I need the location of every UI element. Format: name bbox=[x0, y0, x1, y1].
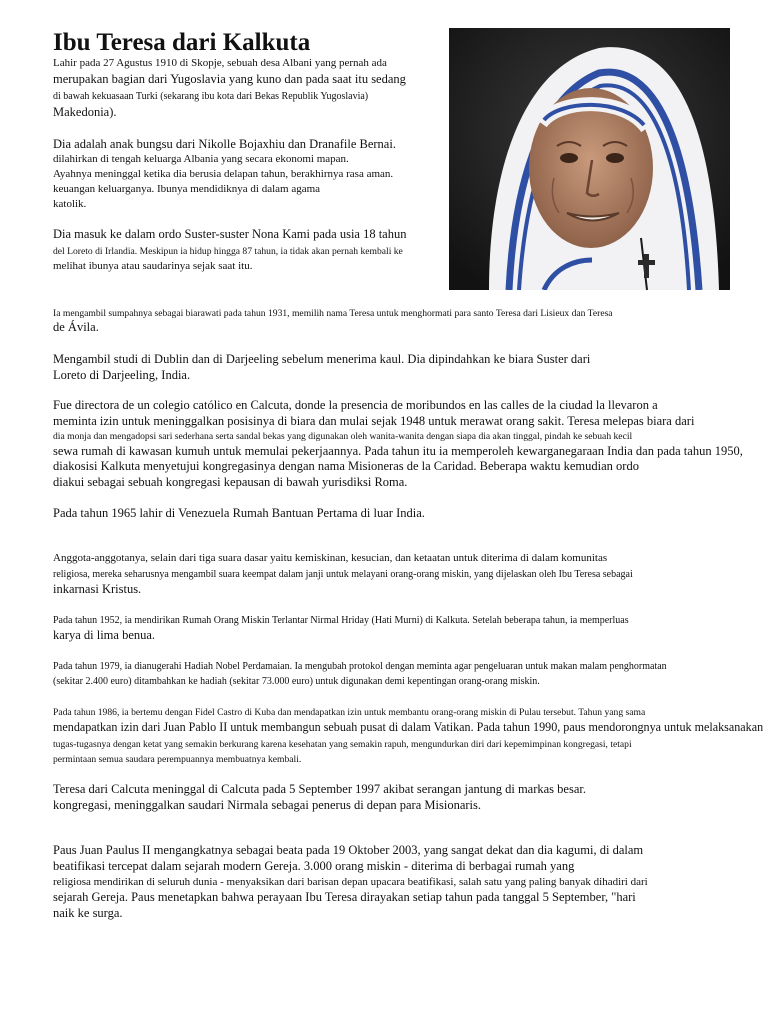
text-line: di bawah kekuasaan Turki (sekarang ibu kota dari Bekas Republik Yugoslavia) bbox=[53, 91, 369, 102]
text-line: sejarah Gereja. Paus menetapkan bahwa perayaan Ibu Teresa dirayakan setiap tahun pada tanggal 5 September, "hari bbox=[53, 890, 636, 904]
text-line: sewa rumah di kawasan kumuh untuk memulai pekerjaannya. Pada tahun itu ia memperoleh kewarganegaraan India dan pada tahun 1950, bbox=[53, 444, 743, 458]
text-line: beatifikasi tercepat dalam sejarah modern Gereja. 3.000 orang miskin - diterima di berbagai rumah yang bbox=[53, 859, 575, 873]
text-line: Fue directora de un colegio católico en Calcuta, donde la presencia de moribundos en las calles de la ciudad la llevaron a bbox=[53, 398, 658, 412]
text-line: naik ke surga. bbox=[53, 906, 123, 920]
text-line: Pada tahun 1986, ia bertemu dengan Fidel Castro di Kuba dan mendapatkan izin untuk membantu orang-orang miskin di Pulau tersebut. Tahun yang sama bbox=[53, 707, 646, 718]
portrait-photo bbox=[449, 28, 730, 290]
text-line: katolik. bbox=[53, 198, 87, 210]
text-line: Pada tahun 1965 lahir di Venezuela Rumah Bantuan Pertama di luar India. bbox=[53, 506, 425, 520]
text-line: permintaan semua saudara perempuannya membuatnya kembali. bbox=[53, 754, 302, 765]
text-line: Teresa dari Calcuta meninggal di Calcuta pada 5 September 1997 akibat serangan jantung di markas besar. bbox=[53, 782, 586, 796]
text-line: Paus Juan Paulus II mengangkatnya sebagai beata pada 19 Oktober 2003, yang sangat dekat dan dia kagumi, di dalam bbox=[53, 843, 644, 857]
text-line: religiosa mendirikan di seluruh dunia - menyaksikan dari barisan depan upacara beatifikasi, salah satu yang paling banyak dihadiri dari bbox=[53, 876, 648, 888]
text-line: Anggota-anggotanya, selain dari tiga suara dasar yaitu kemiskinan, kesucian, dan ketaatan untuk diterima di dalam komunitas bbox=[53, 552, 608, 564]
text-line: dia monja dan mengadopsi sari sederhana serta sandal bekas yang digunakan oleh wanita-wanita dengan siapa dia akan tinggal, pindah ke sebuah kecil bbox=[53, 431, 633, 442]
text-line: merupakan bagian dari Yugoslavia yang kuno dan pada saat itu sedang bbox=[53, 72, 406, 86]
text-line: Dia masuk ke dalam ordo Suster-suster Nona Kami pada usia 18 tahun bbox=[53, 227, 407, 241]
text-line: Dia adalah anak bungsu dari Nikolle Bojaxhiu dan Dranafile Bernai. bbox=[53, 137, 396, 151]
text-line: inkarnasi Kristus. bbox=[53, 582, 142, 596]
text-line: religiosa, mereka seharusnya mengambil suara keempat dalam janji untuk melayani orang-orang miskin, yang dijelaskan oleh Ibu Teresa sebagai bbox=[53, 569, 633, 580]
text-line: diakosisi Kalkuta menyetujui kongregasinya dengan nama Misioneras de la Caridad. Beberapa waktu kemudian ordo bbox=[53, 459, 639, 473]
text-line: (sekitar 2.400 euro) ditambahkan ke hadiah (sekitar 73.000 euro) untuk digunakan demi kepentingan orang-orang miskin. bbox=[53, 676, 540, 687]
text-line: Makedonia). bbox=[53, 105, 117, 119]
text-line: keuangan keluarganya. Ibunya mendidiknya di dalam agama bbox=[53, 183, 321, 195]
text-line: dilahirkan di tengah keluarga Albania yang secara ekonomi mapan. bbox=[53, 153, 349, 165]
text-line: diakui sebagai sebuah kongregasi kepausan di bawah yurisdiksi Roma. bbox=[53, 475, 408, 489]
portrait-illustration bbox=[449, 28, 730, 290]
text-line: Loreto di Darjeeling, India. bbox=[53, 368, 191, 382]
text-line: de Ávila. bbox=[53, 320, 99, 334]
text-line: karya di lima benua. bbox=[53, 628, 156, 642]
text-line: mendapatkan izin dari Juan Pablo II untuk membangun sebuah pusat di dalam Vatikan. Pada tahun 1990, paus mendorongnya untuk melaksanakan bbox=[53, 720, 764, 734]
text-line: Lahir pada 27 Agustus 1910 di Skopje, sebuah desa Albani yang pernah ada bbox=[53, 57, 387, 69]
text-line: Ia mengambil sumpahnya sebagai biarawati pada tahun 1931, memilih nama Teresa untuk menghormati para santo Teresa dari Lisieux dan Teresa bbox=[53, 308, 613, 319]
text-line: melihat ibunya atau saudarinya sejak saat itu. bbox=[53, 260, 253, 272]
text-line: Pada tahun 1952, ia mendirikan Rumah Orang Miskin Terlantar Nirmal Hriday (Hati Murni) di Kalkuta. Setelah beberapa tahun, ia memperluas bbox=[53, 615, 629, 626]
text-line: tugas-tugasnya dengan ketat yang semakin berkurang karena kesehatan yang semakin rapuh, mengundurkan diri dari kepemimpinan kongregasi, tetapi bbox=[53, 739, 632, 750]
text-line: kongregasi, meninggalkan saudari Nirmala sebagai penerus di depan para Misionaris. bbox=[53, 798, 481, 812]
text-line: Ayahnya meninggal ketika dia berusia delapan tahun, berakhirnya rasa aman. bbox=[53, 168, 394, 180]
text-line: del Loreto di Irlandia. Meskipun ia hidup hingga 87 tahun, ia tidak akan pernah kembali ke bbox=[53, 246, 403, 257]
text-line: Pada tahun 1979, ia dianugerahi Hadiah Nobel Perdamaian. Ia mengubah protokol dengan meminta agar pengeluaran untuk makan malam penghormatan bbox=[53, 661, 667, 672]
text-line: meminta izin untuk meninggalkan posisinya di biara dan mulai sejak 1948 untuk merawat orang sakit. Teresa melepas biara dari bbox=[53, 414, 695, 428]
document-title: Ibu Teresa dari Kalkuta bbox=[53, 29, 311, 56]
text-line: Mengambil studi di Dublin dan di Darjeeling sebelum menerima kaul. Dia dipindahkan ke biara Suster dari bbox=[53, 352, 591, 366]
